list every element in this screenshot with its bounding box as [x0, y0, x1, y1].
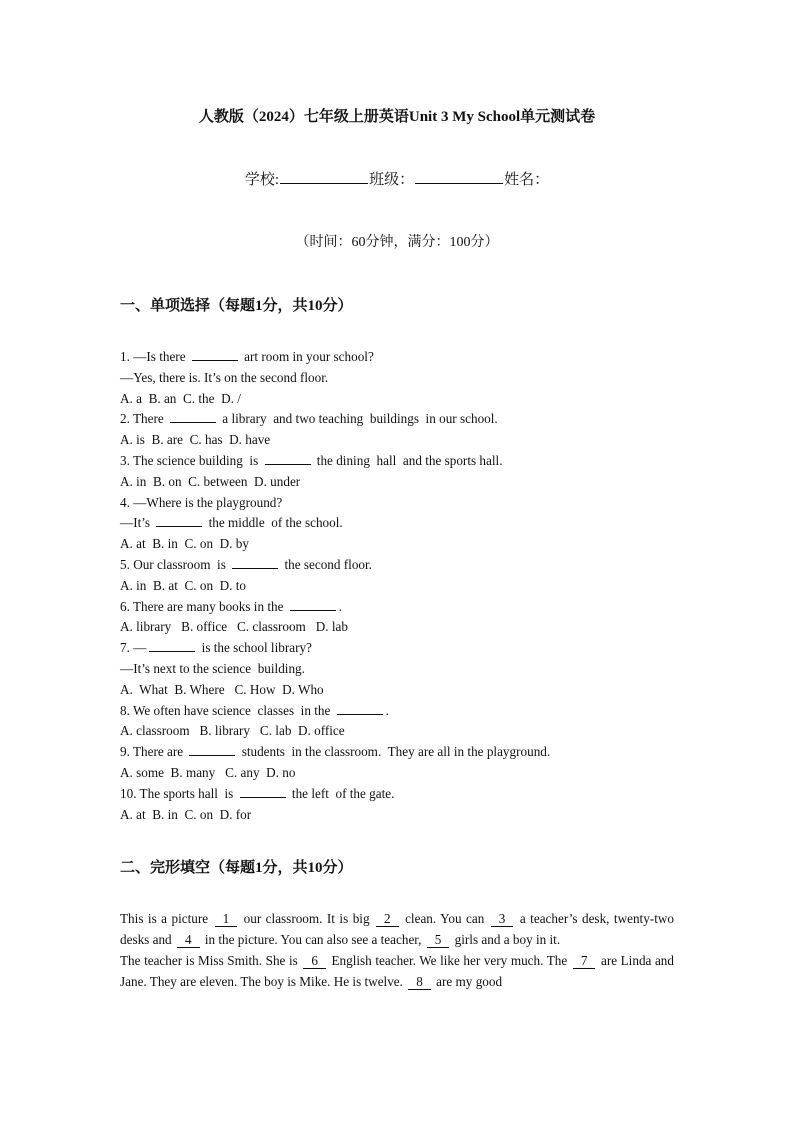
school-blank[interactable] — [280, 168, 368, 184]
answer-blank[interactable] — [337, 701, 383, 715]
question-line — [120, 409, 680, 430]
passage-text: English teacher. We like her very much. The — [327, 953, 571, 968]
question-text: A. is B. are C. has D. have — [120, 432, 271, 448]
answer-blank[interactable] — [156, 513, 202, 527]
question-line — [120, 534, 680, 555]
question-line — [120, 784, 680, 805]
question-text: A. What B. Where C. How D. Who — [120, 681, 324, 697]
question-text: 2. There — [120, 411, 167, 427]
passage-text: clean. You can — [400, 911, 489, 926]
question-text: the dining hall and the sports hall. — [313, 452, 503, 468]
section-heading-single-choice: 一、单项选择（每题1分，共10分） — [120, 298, 353, 314]
question-text: A. classroom B. library C. lab D. office — [120, 723, 345, 739]
question-text: —It’s — [120, 515, 154, 531]
question-line — [120, 451, 680, 472]
question-text: 9. There are — [120, 744, 187, 760]
passage-text: are Linda and Jane. They are eleven. The boy is Mike. He is twelve. — [120, 953, 674, 989]
question-text: A. a B. an C. the D. / — [120, 390, 241, 406]
question-text: 4. —Where is the playground? — [120, 494, 283, 510]
question-text: A. in B. at C. on D. to — [120, 577, 247, 593]
passage-text: our classroom. It is big — [239, 911, 375, 926]
question-line — [120, 742, 680, 763]
question-text: a library and two teaching buildings in our school. — [219, 411, 498, 427]
question-text: art room in your school? — [240, 349, 374, 364]
question-text: —It’s next to the science building. — [120, 660, 305, 676]
blank-number: 2 — [376, 912, 399, 927]
answer-blank[interactable] — [149, 638, 195, 652]
blank-number: 4 — [177, 933, 200, 948]
question-line — [120, 597, 680, 618]
time-info: （时间：60分钟，满分：100分） — [295, 235, 499, 250]
question-text: A. at B. in C. on D. for — [120, 806, 252, 822]
passage-text: are my good — [432, 974, 503, 989]
question-line — [120, 721, 680, 742]
class-label: 班级： — [369, 172, 415, 188]
question-line — [120, 763, 680, 784]
blank-number: 6 — [303, 954, 326, 969]
question-line — [120, 513, 680, 534]
question-text: the second floor. — [281, 556, 372, 572]
question-line — [120, 680, 680, 701]
question-line — [120, 389, 680, 410]
answer-blank[interactable] — [290, 597, 336, 611]
page-title: 人教版（2024）七年级上册英语Unit 3 My School单元测试卷 — [198, 109, 596, 125]
cloze-passage — [120, 908, 674, 992]
question-text: the middle of the school. — [205, 515, 343, 531]
answer-blank[interactable] — [240, 784, 286, 798]
class-blank[interactable] — [415, 168, 503, 184]
question-text: 6. There are many books in the — [120, 598, 287, 614]
question-text: A. some B. many C. any D. no — [120, 764, 296, 780]
passage-text: The teacher is Miss Smith. She is — [120, 953, 302, 968]
question-text: . — [338, 598, 343, 614]
question-list — [120, 347, 680, 825]
name-label: 姓名： — [504, 172, 550, 188]
passage-text: girls and a boy in it. — [451, 932, 561, 947]
question-text: 3. The science building is — [120, 452, 262, 468]
answer-blank[interactable] — [265, 451, 311, 465]
blank-number: 7 — [573, 954, 596, 969]
passage-paragraph-1 — [120, 908, 674, 950]
question-text: A. library B. office C. classroom D. lab — [120, 619, 348, 635]
blank-number: 1 — [215, 912, 238, 927]
question-line — [120, 638, 680, 659]
passage-paragraph-2 — [120, 950, 674, 992]
question-line — [120, 617, 680, 638]
question-line — [120, 472, 680, 493]
question-text: is the school library? — [198, 640, 312, 656]
question-line — [120, 493, 680, 514]
question-text: 1. —Is there — [120, 349, 189, 364]
section-heading-cloze: 二、完形填空（每题1分，共10分） — [120, 860, 353, 876]
question-text: students in the classroom. They are all in the playground. — [238, 744, 551, 760]
school-label: 学校: — [244, 172, 280, 188]
question-line — [120, 430, 680, 451]
question-text: 5. Our classroom is — [120, 556, 230, 572]
answer-blank[interactable] — [189, 742, 235, 756]
question-text: —Yes, there is. It’s on the second floor. — [120, 369, 329, 385]
passage-text: in the picture. You can also see a teacher, — [201, 932, 425, 947]
question-text: the left of the gate. — [288, 785, 395, 801]
question-line — [120, 555, 680, 576]
blank-number: 8 — [408, 975, 431, 990]
blank-number: 3 — [491, 912, 514, 927]
question-text: A. at B. in C. on D. by — [120, 536, 249, 552]
answer-blank[interactable] — [232, 555, 278, 569]
question-line — [120, 701, 680, 722]
question-line — [120, 659, 680, 680]
question-text: 10. The sports hall is — [120, 785, 237, 801]
question-line — [120, 576, 680, 597]
question-line — [120, 368, 680, 389]
student-info-line — [0, 168, 794, 189]
question-line — [120, 805, 680, 826]
question-line — [120, 347, 680, 368]
passage-text: This is a picture — [120, 911, 213, 926]
blank-number: 5 — [427, 933, 450, 948]
question-text: A. in B. on C. between D. under — [120, 473, 301, 489]
answer-blank[interactable] — [192, 347, 238, 361]
answer-blank[interactable] — [170, 409, 216, 423]
question-text: . — [385, 702, 389, 718]
passage-text: a teacher’s desk, twenty-two desks and — [120, 911, 674, 947]
question-text: 7. — — [120, 640, 147, 656]
question-text: 8. We often have science classes in the — [120, 702, 334, 718]
